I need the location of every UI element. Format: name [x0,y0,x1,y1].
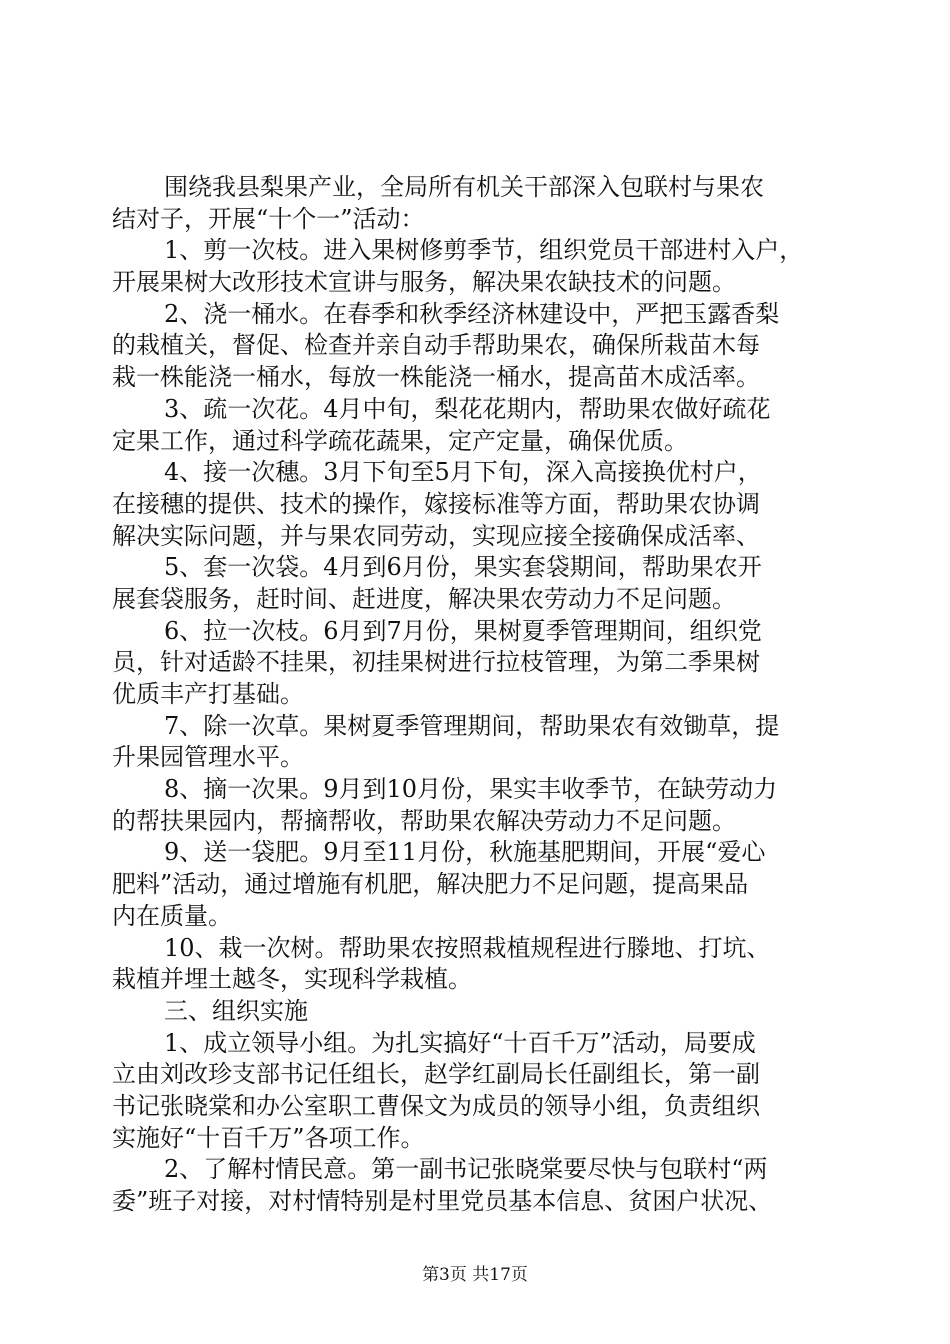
paragraph-line: 9、送一袋肥。9月至11月份，秋施基肥期间，开展“爱心 [164,838,766,867]
paragraph-line: 结对子，开展“十个一”活动： [112,204,425,233]
paragraph-line: 的栽植关，督促、检查并亲自动手帮助果农，确保所栽苗木每 [112,331,760,360]
paragraph-line: 展套袋服务，赶时间、赶进度，解决果农劳动力不足问题。 [112,584,736,613]
paragraph-line: 3、疏一次花。4月中旬，梨花花期内，帮助果农做好疏花 [164,394,771,423]
paragraph-line: 解决实际问题，并与果农同劳动，实现应接全接确保成活率、 [112,521,760,550]
paragraph-line: 在接穗的提供、技术的操作，嫁接标准等方面，帮助果农协调 [112,489,760,518]
paragraph-line: 10、栽一次树。帮助果农按照栽植规程进行滕地、打坑、 [164,933,771,962]
paragraph-line: 栽一株能浇一桶水，每放一株能浇一桶水，提高苗木成活率。 [112,363,760,392]
paragraph-line: 1、剪一次枝。进入果树修剪季节，组织党员干部进村入户， [164,236,804,265]
paragraph-line: 栽植并埋土越冬，实现科学栽植。 [112,965,472,994]
paragraph-line: 围绕我县梨果产业，全局所有机关干部深入包联村与果农 [164,173,764,201]
paragraph-line: 7、除一次草。果树夏季管理期间，帮助果农有效锄草，提 [164,711,780,740]
paragraph-line: 书记张晓棠和办公室职工曹保文为成员的领导小组，负责组织 [112,1091,760,1120]
paragraph-line: 5、套一次袋。4月到6月份，果实套袋期间，帮助果农开 [164,553,762,582]
paragraph-line: 2、了解村情民意。第一副书记张晓棠要尽快与包联村“两 [164,1155,768,1184]
paragraph-line: 升果园管理水平。 [112,743,304,772]
paragraph-line: 4、接一次穗。3月下旬至5月下旬，深入高接换优村户， [164,458,762,487]
paragraph-line: 优质丰产打基础。 [112,680,304,708]
paragraph-line: 8、摘一次果。9月到10月份，果实丰收季节，在缺劳动力 [164,775,778,804]
paragraph-line: 肥料”活动，通过增施有机肥，解决肥力不足问题，提高果品 [112,870,749,899]
paragraph-line: 6、拉一次枝。6月到7月份，果树夏季管理期间，组织党 [164,616,762,645]
paragraph-line: 员，针对适龄不挂果，初挂果树进行拉枝管理，为第二季果树 [112,648,760,677]
paragraph-line: 开展果树大改形技术宣讲与服务，解决果农缺技术的问题。 [112,268,736,297]
paragraph-line: 1、成立领导小组。为扎实搞好“十百千万”活动，局要成 [164,1028,756,1057]
paragraph-line: 定果工作，通过科学疏花蔬果，定产定量，确保优质。 [112,426,688,455]
paragraph-line: 的帮扶果园内，帮摘帮收，帮助果农解决劳动力不足问题。 [112,806,736,835]
paragraph-line: 实施好“十百千万”各项工作。 [112,1123,425,1152]
paragraph-line: 委”班子对接，对村情特别是村里党员基本信息、贫困户状况、 [112,1187,773,1215]
paragraph-line: 内在质量。 [112,901,232,930]
document-body [112,172,840,1218]
paragraph-line: 2、浇一桶水。在春季和秋季经济林建设中，严把玉露香梨 [164,299,780,328]
page-number: 第3页 共17页 [422,1265,528,1285]
paragraph-line: 立由刘改珍支部书记任组长，赵学红副局长任副组长，第一副 [112,1060,760,1089]
section-heading: 三、组织实施 [164,996,308,1025]
